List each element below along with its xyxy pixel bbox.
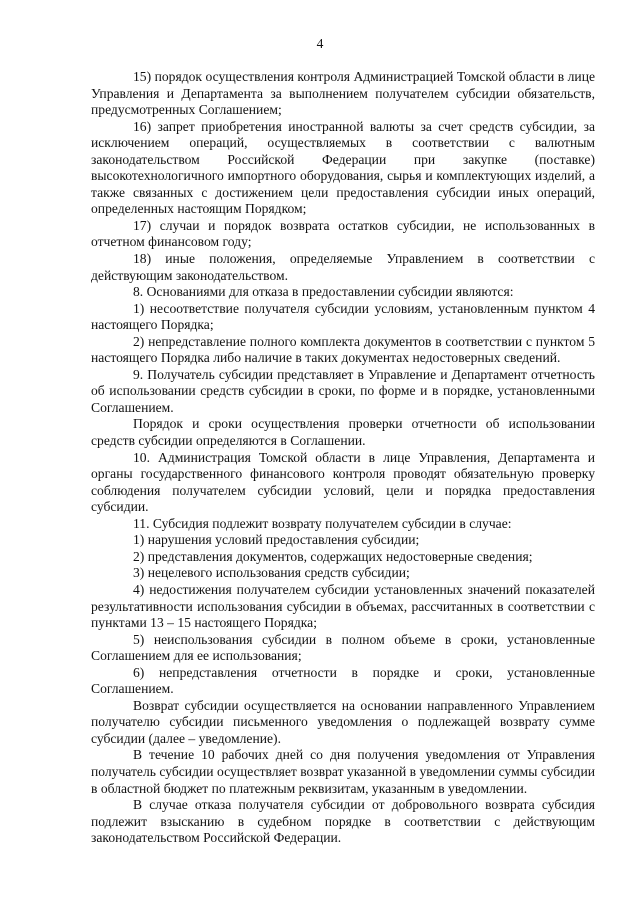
paragraph: В течение 10 рабочих дней со дня получения уведомления от Управления получатель субсидии осуществляет возврат указанной в уведомлении суммы субсидии в областной бюджет по платежным реквизитам, указанным в уведомлении. bbox=[91, 747, 595, 796]
paragraph: 8. Основаниями для отказа в предоставлении субсидии являются: bbox=[133, 284, 514, 300]
paragraph: 5) неиспользования субсидии в полном объеме в сроки, установленные Соглашением для ее использования; bbox=[91, 631, 595, 664]
paragraph: 15) порядок осуществления контроля Администрацией Томской области в лице Управления и Департамента за выполнением получателем субсидии обязательств, предусмотренных Соглашением; bbox=[91, 69, 595, 118]
paragraph: 17) случаи и порядок возврата остатков субсидии, не использованных в отчетном финансовом году; bbox=[91, 217, 595, 250]
paragraph: 9. Получатель субсидии представляет в Управление и Департамент отчетность об использовании средств субсидии в сроки, по форме и в порядке, установленными Соглашением. bbox=[91, 366, 595, 415]
paragraph: Порядок и сроки осуществления проверки отчетности об использовании средств субсидии определяются в Соглашении. bbox=[91, 416, 595, 449]
paragraph: 4) недостижения получателем субсидии установленных значений показателей результативности использования субсидии в объемах, рассчитанных в соответствии с пунктами 13 – 15 настоящего Порядка; bbox=[91, 581, 595, 631]
paragraph: 1) нарушения условий предоставления субсидии; bbox=[133, 532, 420, 548]
paragraph: 3) нецелевого использования средств субсидии; bbox=[133, 565, 410, 581]
paragraph: 11. Субсидия подлежит возврату получателем субсидии в случае: bbox=[133, 515, 512, 531]
document-body bbox=[91, 69, 595, 847]
paragraph: Возврат субсидии осуществляется на основании направленного Управлением получателю субсидии письменного уведомления о подлежащей возврату сумме субсидии (далее – уведомление). bbox=[91, 697, 595, 746]
paragraph: 10. Администрация Томской области в лице Управления, Департамента и органы государственного финансового контроля проводят обязательную проверку соблюдения получателем субсидии условий, цели и порядка предоставления субсидии. bbox=[91, 449, 595, 515]
paragraph: 1) несоответствие получателя субсидии условиям, установленным пунктом 4 настоящего Порядка; bbox=[91, 300, 595, 333]
page-number: 4 bbox=[316, 36, 324, 51]
paragraph: 2) представления документов, содержащих недостоверные сведения; bbox=[133, 548, 533, 564]
paragraph: В случае отказа получателя субсидии от добровольного возврата субсидия подлежит взысканию в судебном порядке в соответствии с действующим законодательством Российской Федерации. bbox=[91, 797, 595, 846]
paragraph: 2) непредставление полного комплекта документов в соответствии с пунктом 5 настоящего Порядка либо наличие в таких документах недостоверных сведений. bbox=[91, 333, 595, 366]
paragraph: 6) непредставления отчетности в порядке и сроки, установленные Соглашением. bbox=[91, 664, 595, 697]
paragraph: 16) запрет приобретения иностранной валюты за счет средств субсидии, за исключением операций, осуществляемых в соответствии с валютным законодательством Российской Федерации при закупке (поставке) высокотехнологичного импортного оборудования, сырья и комплектующих изделий, а также связанных с достижением цели предоставления субсидии иных операций, определенных настоящим Порядком; bbox=[91, 118, 595, 217]
paragraph: 18) иные положения, определяемые Управлением в соответствии с действующим законодательством. bbox=[91, 251, 595, 283]
